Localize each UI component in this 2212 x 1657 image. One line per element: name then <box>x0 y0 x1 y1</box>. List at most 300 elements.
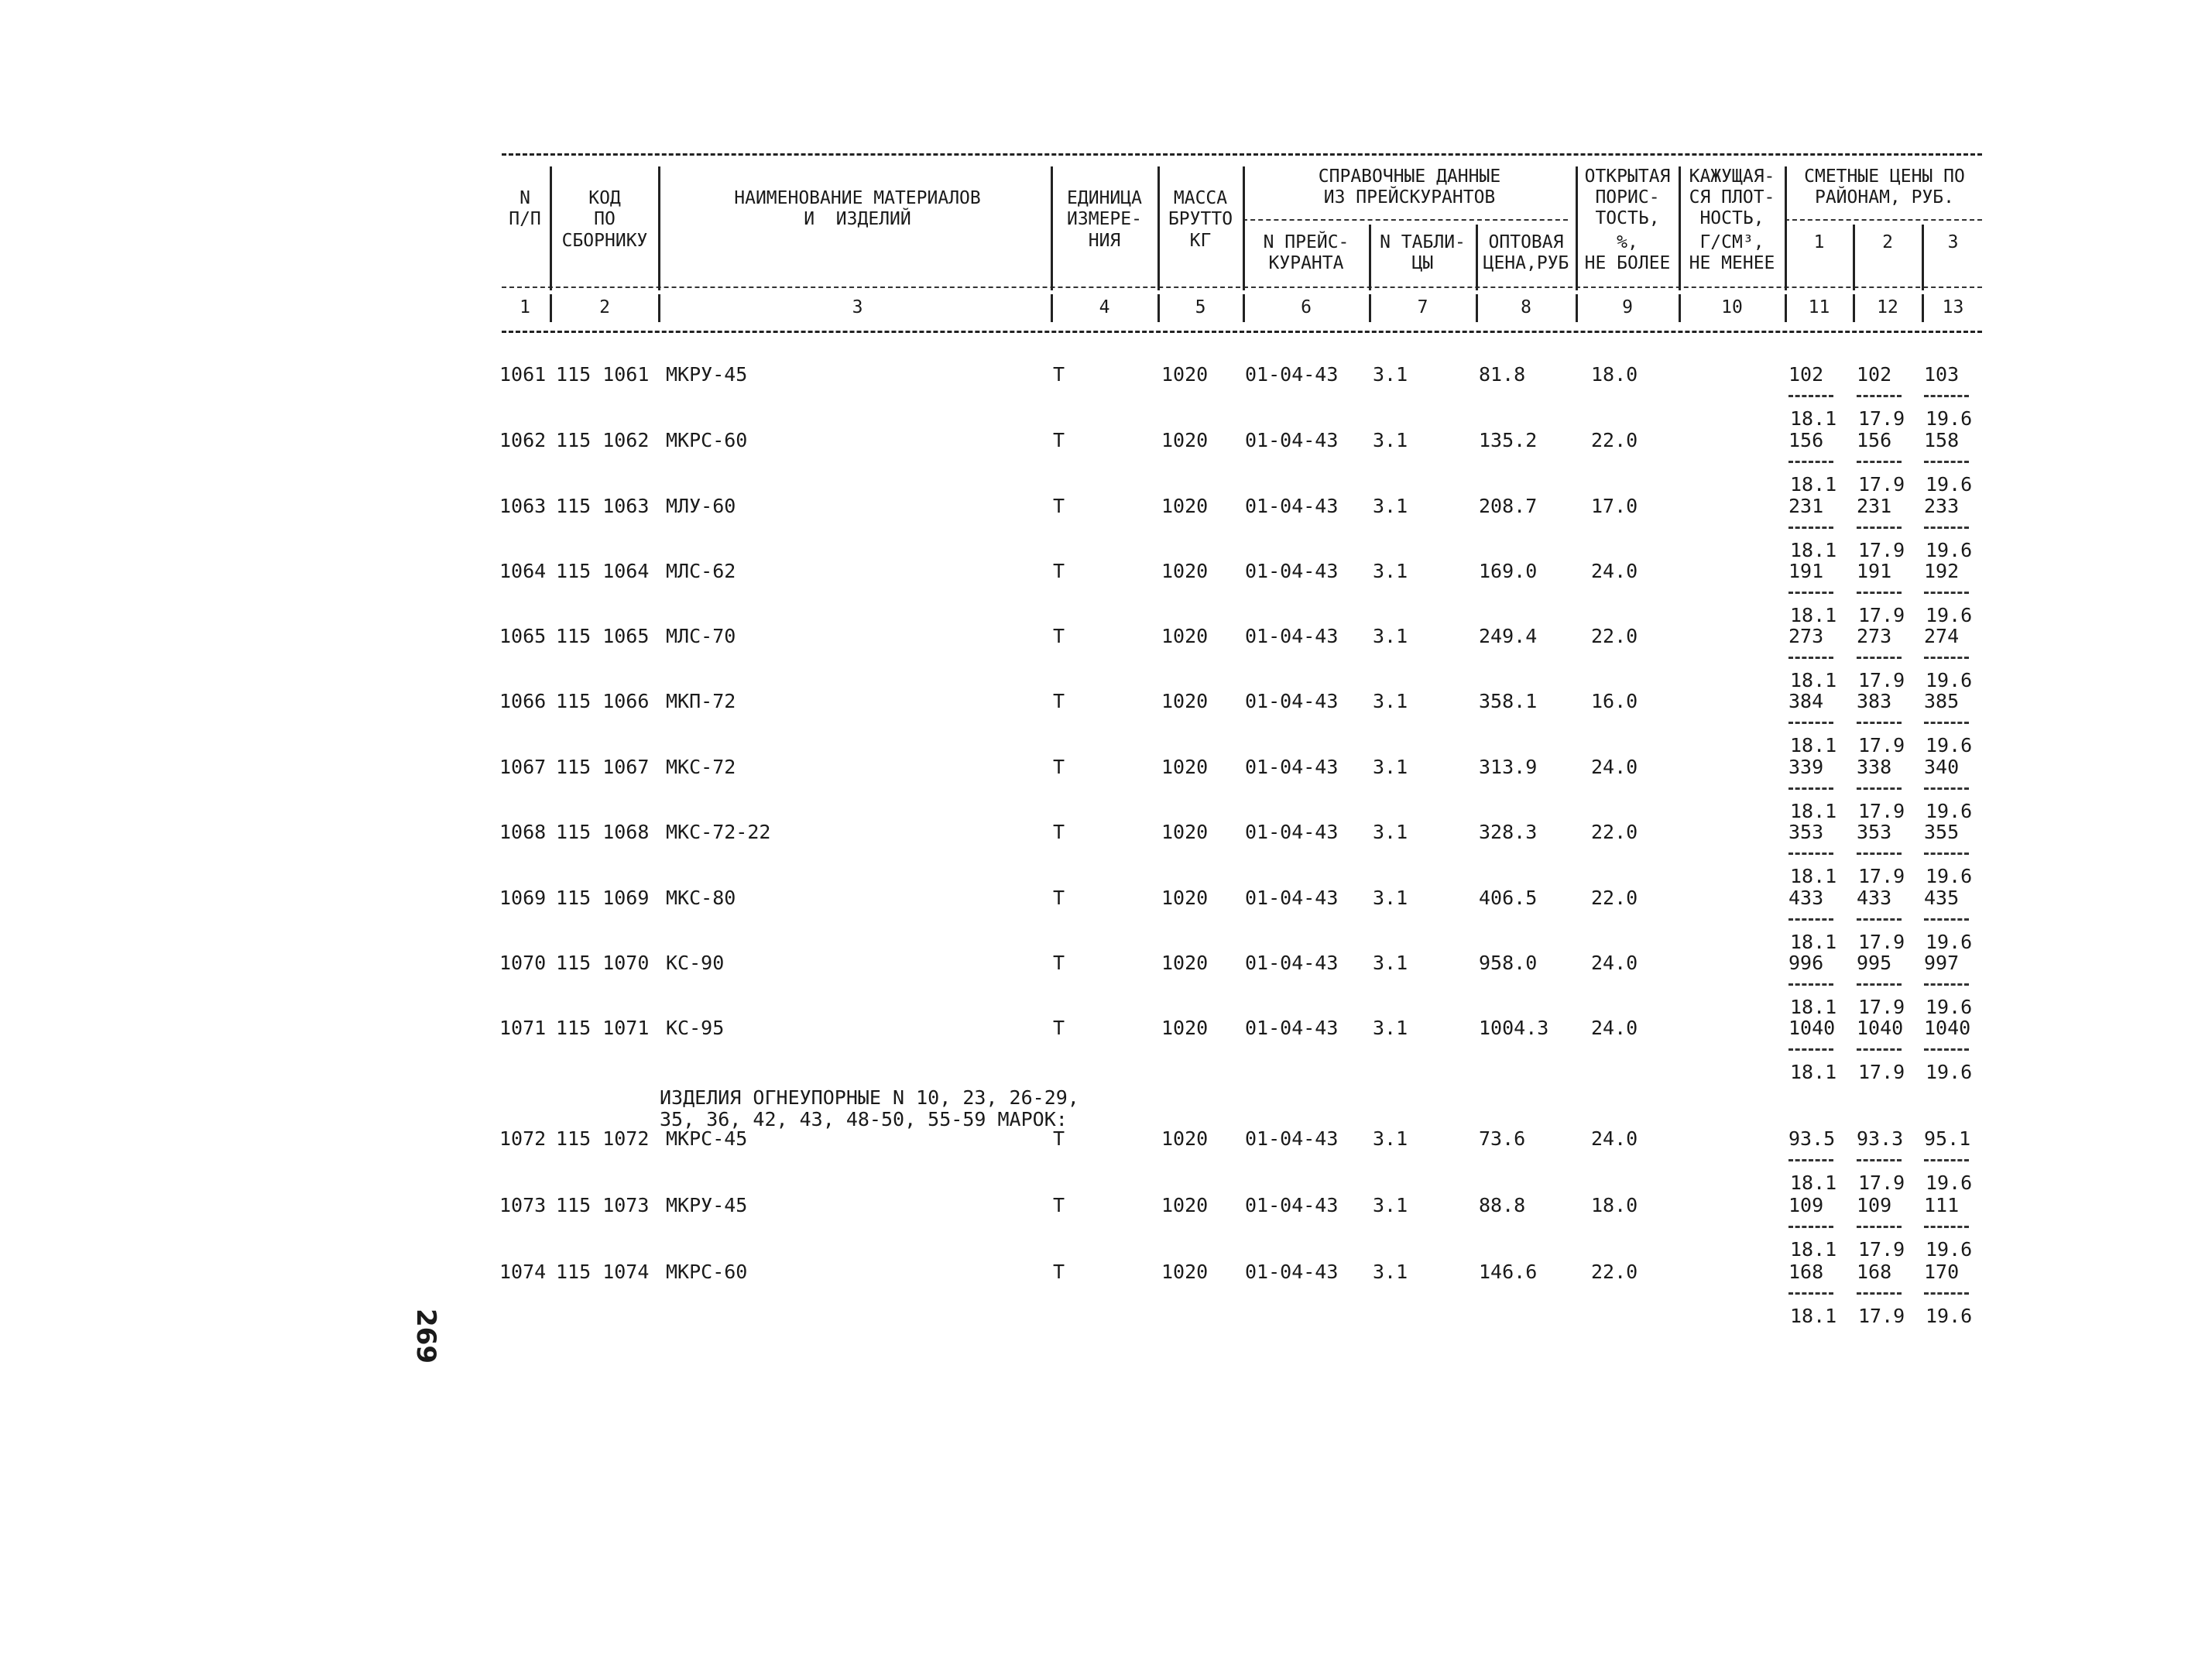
column-number: 9 <box>1622 297 1633 317</box>
cell-porosity: 22.0 <box>1591 625 1638 647</box>
cell-price-list: 01-04-43 <box>1245 1261 1339 1283</box>
header-wholesale-2: ЦЕНА,РУБ <box>1483 253 1569 273</box>
cell-unit: Т <box>1053 821 1065 843</box>
cell-porosity: 17.0 <box>1591 495 1638 517</box>
cell-price-region-1: 384 <box>1788 690 1824 712</box>
cell-mass: 1020 <box>1161 756 1209 778</box>
fraction-bar <box>1857 1292 1902 1295</box>
fraction-bar <box>1857 592 1902 594</box>
fraction-bar <box>1788 983 1833 986</box>
cell-number: 1068 <box>499 821 547 843</box>
page-number: 269 <box>410 1309 441 1364</box>
cell-code: 115 1071 <box>556 1017 650 1039</box>
cell-number: 1061 <box>499 363 547 386</box>
cell-wholesale: 73.6 <box>1479 1127 1526 1150</box>
fraction-bar <box>1924 1226 1969 1228</box>
cell-mass: 1020 <box>1161 690 1209 712</box>
header-porosity-5: НЕ БОЛЕЕ <box>1584 253 1671 273</box>
cell-coef-region-2: 17.9 <box>1858 996 1905 1018</box>
cell-price-list: 01-04-43 <box>1245 756 1339 778</box>
cell-price-list: 01-04-43 <box>1245 625 1339 647</box>
cell-wholesale: 328.3 <box>1479 821 1538 843</box>
fraction-bar <box>1788 461 1833 463</box>
cell-name: МКРУ-45 <box>666 1194 748 1216</box>
fraction-bar <box>1788 1226 1833 1228</box>
cell-price-region-2: 156 <box>1857 429 1892 451</box>
col-divider <box>658 166 660 290</box>
cell-price-region-2: 102 <box>1857 363 1892 386</box>
cell-name: МКРУ-45 <box>666 363 748 386</box>
cell-mass: 1020 <box>1161 363 1209 386</box>
cell-coef-region-3: 19.6 <box>1926 865 1973 887</box>
cell-mass: 1020 <box>1161 1127 1209 1150</box>
cell-price-region-3: 355 <box>1924 821 1960 843</box>
fraction-bar <box>1788 657 1833 659</box>
cell-table: 3.1 <box>1373 363 1408 386</box>
cell-wholesale: 81.8 <box>1479 363 1526 386</box>
cell-number: 1064 <box>499 560 547 582</box>
cell-code: 115 1065 <box>556 625 650 647</box>
fraction-bar <box>1857 722 1902 724</box>
cell-unit: Т <box>1053 495 1065 517</box>
cell-name: МЛС-70 <box>666 625 736 647</box>
cell-wholesale: 249.4 <box>1479 625 1538 647</box>
cell-number: 1069 <box>499 887 547 909</box>
header-mass-3: КГ <box>1189 231 1212 251</box>
cell-number: 1062 <box>499 429 547 451</box>
cell-price-list: 01-04-43 <box>1245 560 1339 582</box>
cell-mass: 1020 <box>1161 1261 1209 1283</box>
cell-unit: Т <box>1053 560 1065 582</box>
cell-porosity: 24.0 <box>1591 756 1638 778</box>
fraction-bar <box>1924 787 1969 790</box>
cell-wholesale: 88.8 <box>1479 1194 1526 1216</box>
cell-price-list: 01-04-43 <box>1245 363 1339 386</box>
cell-unit: Т <box>1053 363 1065 386</box>
fraction-bar <box>1788 395 1833 397</box>
cell-coef-region-1: 18.1 <box>1790 996 1837 1018</box>
cell-table: 3.1 <box>1373 952 1408 974</box>
cell-number: 1071 <box>499 1017 547 1039</box>
cell-wholesale: 1004.3 <box>1479 1017 1549 1039</box>
fraction-bar <box>1788 853 1833 855</box>
cell-name: МКС-72 <box>666 756 736 778</box>
cell-porosity: 24.0 <box>1591 1127 1638 1150</box>
fraction-bar <box>1924 395 1969 397</box>
cell-coef-region-2: 17.9 <box>1858 473 1905 496</box>
cell-price-region-1: 102 <box>1788 363 1824 386</box>
cell-coef-region-1: 18.1 <box>1790 604 1837 626</box>
header-density-2: СЯ ПЛОТ- <box>1689 187 1775 208</box>
header-unit-2: ИЗМЕРЕ- <box>1067 209 1142 229</box>
fraction-bar <box>1788 787 1833 790</box>
cell-price-region-1: 156 <box>1788 429 1824 451</box>
cell-number: 1074 <box>499 1261 547 1283</box>
header-density-4: Г/СМ³, <box>1699 232 1764 252</box>
cell-wholesale: 313.9 <box>1479 756 1538 778</box>
cell-price-region-1: 109 <box>1788 1194 1824 1216</box>
cell-name: МКП-72 <box>666 690 736 712</box>
cell-coef-region-3: 19.6 <box>1926 1172 1973 1194</box>
header-name-1: НАИМЕНОВАНИЕ МАТЕРИАЛОВ <box>734 188 981 208</box>
cell-number: 1073 <box>499 1194 547 1216</box>
cell-price-list: 01-04-43 <box>1245 952 1339 974</box>
header-mass-1: МАССА <box>1173 188 1228 208</box>
column-number: 5 <box>1195 297 1206 317</box>
cell-coef-region-3: 19.6 <box>1926 604 1973 626</box>
fraction-bar <box>1924 527 1969 529</box>
fraction-bar <box>1924 983 1969 986</box>
cell-wholesale: 146.6 <box>1479 1261 1538 1283</box>
cell-price-region-3: 385 <box>1924 690 1960 712</box>
cell-table: 3.1 <box>1373 1194 1408 1216</box>
cell-name: КС-95 <box>666 1017 725 1039</box>
cell-coef-region-1: 18.1 <box>1790 1305 1837 1327</box>
cell-code: 115 1062 <box>556 429 650 451</box>
fraction-bar <box>1924 461 1969 463</box>
cell-coef-region-1: 18.1 <box>1790 734 1837 756</box>
fraction-bar <box>1924 853 1969 855</box>
section-title-line-2: 35, 36, 42, 43, 48-50, 55-59 МАРОК: <box>660 1108 1068 1130</box>
cell-code: 115 1068 <box>556 821 650 843</box>
cell-price-region-2: 338 <box>1857 756 1892 778</box>
header-mass-2: БРУТТО <box>1168 209 1233 229</box>
cell-coef-region-2: 17.9 <box>1858 931 1905 953</box>
cell-porosity: 24.0 <box>1591 1017 1638 1039</box>
cell-number: 1063 <box>499 495 547 517</box>
cell-unit: Т <box>1053 690 1065 712</box>
fraction-bar <box>1857 1048 1902 1051</box>
ref-subheader-rule <box>1243 219 1568 221</box>
col-divider <box>550 166 552 290</box>
cell-coef-region-1: 18.1 <box>1790 1172 1837 1194</box>
cell-table: 3.1 <box>1373 1017 1408 1039</box>
cell-price-region-3: 233 <box>1924 495 1960 517</box>
cell-coef-region-2: 17.9 <box>1858 1061 1905 1083</box>
cell-code: 115 1070 <box>556 952 650 974</box>
cell-table: 3.1 <box>1373 429 1408 451</box>
cell-price-region-2: 231 <box>1857 495 1892 517</box>
cell-price-region-1: 433 <box>1788 887 1824 909</box>
fraction-bar <box>1924 918 1969 921</box>
header-region-2: 2 <box>1882 232 1893 252</box>
cell-price-region-2: 273 <box>1857 625 1892 647</box>
prices-subheader-rule <box>1785 219 1982 221</box>
cell-mass: 1020 <box>1161 429 1209 451</box>
fraction-bar <box>1788 592 1833 594</box>
fraction-bar <box>1857 853 1902 855</box>
cell-coef-region-1: 18.1 <box>1790 1238 1837 1261</box>
fraction-bar <box>1788 1159 1833 1161</box>
cell-wholesale: 208.7 <box>1479 495 1538 517</box>
cell-price-list: 01-04-43 <box>1245 1017 1339 1039</box>
cell-table: 3.1 <box>1373 1127 1408 1150</box>
cell-name: МКС-80 <box>666 887 736 909</box>
cell-code: 115 1064 <box>556 560 650 582</box>
cell-price-region-1: 1040 <box>1788 1017 1836 1039</box>
cell-price-region-1: 996 <box>1788 952 1824 974</box>
cell-unit: Т <box>1053 952 1065 974</box>
cell-price-region-1: 191 <box>1788 560 1824 582</box>
cell-code: 115 1074 <box>556 1261 650 1283</box>
cell-coef-region-2: 17.9 <box>1858 865 1905 887</box>
col-divider <box>550 294 552 322</box>
cell-name: МКРС-45 <box>666 1127 748 1150</box>
header-porosity-3: ТОСТЬ, <box>1595 208 1660 228</box>
cell-number: 1067 <box>499 756 547 778</box>
cell-coef-region-2: 17.9 <box>1858 1305 1905 1327</box>
col-divider <box>658 294 660 322</box>
cell-price-list: 01-04-43 <box>1245 821 1339 843</box>
header-bottom-rule <box>502 331 1982 333</box>
cell-number: 1066 <box>499 690 547 712</box>
header-top-rule <box>502 153 1982 156</box>
column-number: 1 <box>520 297 530 317</box>
cell-price-region-3: 997 <box>1924 952 1960 974</box>
cell-price-region-1: 93.5 <box>1788 1127 1836 1150</box>
cell-coef-region-1: 18.1 <box>1790 1061 1837 1083</box>
cell-price-list: 01-04-43 <box>1245 1194 1339 1216</box>
column-number: 12 <box>1877 297 1898 317</box>
cell-table: 3.1 <box>1373 756 1408 778</box>
cell-porosity: 22.0 <box>1591 1261 1638 1283</box>
cell-coef-region-1: 18.1 <box>1790 865 1837 887</box>
column-number: 7 <box>1417 297 1428 317</box>
cell-wholesale: 358.1 <box>1479 690 1538 712</box>
cell-name: МКС-72-22 <box>666 821 771 843</box>
cell-code: 115 1069 <box>556 887 650 909</box>
cell-price-region-2: 1040 <box>1857 1017 1904 1039</box>
cell-price-region-2: 433 <box>1857 887 1892 909</box>
cell-porosity: 22.0 <box>1591 887 1638 909</box>
fraction-bar <box>1924 1159 1969 1161</box>
cell-price-region-2: 191 <box>1857 560 1892 582</box>
cell-number: 1070 <box>499 952 547 974</box>
cell-coef-region-1: 18.1 <box>1790 407 1837 430</box>
cell-coef-region-3: 19.6 <box>1926 734 1973 756</box>
fraction-bar <box>1788 918 1833 921</box>
cell-number: 1065 <box>499 625 547 647</box>
column-number: 13 <box>1942 297 1964 317</box>
cell-price-list: 01-04-43 <box>1245 495 1339 517</box>
header-prices-group-1: СМЕТНЫЕ ЦЕНЫ ПО <box>1804 166 1965 187</box>
cell-coef-region-3: 19.6 <box>1926 539 1973 561</box>
header-porosity-4: %, <box>1617 232 1638 252</box>
fraction-bar <box>1857 657 1902 659</box>
cell-price-region-1: 273 <box>1788 625 1824 647</box>
cell-coef-region-2: 17.9 <box>1858 604 1905 626</box>
cell-coef-region-3: 19.6 <box>1926 1238 1973 1261</box>
fraction-bar <box>1924 592 1969 594</box>
cell-table: 3.1 <box>1373 1261 1408 1283</box>
cell-price-region-2: 168 <box>1857 1261 1892 1283</box>
cell-price-region-2: 353 <box>1857 821 1892 843</box>
fraction-bar <box>1857 461 1902 463</box>
cell-unit: Т <box>1053 1194 1065 1216</box>
header-code-3: СБОРНИКУ <box>561 231 648 251</box>
cell-unit: Т <box>1053 1127 1065 1150</box>
fraction-bar <box>1857 1159 1902 1161</box>
header-code-1: КОД <box>588 188 621 208</box>
cell-price-region-1: 168 <box>1788 1261 1824 1283</box>
cell-coef-region-3: 19.6 <box>1926 1305 1973 1327</box>
cell-unit: Т <box>1053 625 1065 647</box>
column-number: 8 <box>1521 297 1531 317</box>
cell-code: 115 1066 <box>556 690 650 712</box>
header-n-2: П/П <box>509 209 541 229</box>
cell-price-list: 01-04-43 <box>1245 690 1339 712</box>
cell-coef-region-2: 17.9 <box>1858 407 1905 430</box>
cell-price-region-3: 274 <box>1924 625 1960 647</box>
cell-coef-region-3: 19.6 <box>1926 931 1973 953</box>
header-mid-rule <box>502 286 1982 288</box>
cell-porosity: 16.0 <box>1591 690 1638 712</box>
cell-price-region-1: 339 <box>1788 756 1824 778</box>
cell-table: 3.1 <box>1373 887 1408 909</box>
header-name-2: И ИЗДЕЛИЙ <box>804 209 911 229</box>
header-region-3: 3 <box>1947 232 1959 252</box>
cell-unit: Т <box>1053 887 1065 909</box>
cell-porosity: 18.0 <box>1591 363 1638 386</box>
cell-coef-region-2: 17.9 <box>1858 800 1905 822</box>
cell-table: 3.1 <box>1373 495 1408 517</box>
cell-mass: 1020 <box>1161 495 1209 517</box>
cell-coef-region-3: 19.6 <box>1926 800 1973 822</box>
cell-price-region-1: 231 <box>1788 495 1824 517</box>
cell-price-list: 01-04-43 <box>1245 429 1339 451</box>
column-number: 4 <box>1099 297 1110 317</box>
fraction-bar <box>1857 787 1902 790</box>
cell-table: 3.1 <box>1373 560 1408 582</box>
cell-price-region-3: 340 <box>1924 756 1960 778</box>
cell-price-region-3: 95.1 <box>1924 1127 1971 1150</box>
cell-price-region-3: 1040 <box>1924 1017 1971 1039</box>
header-prices-group-2: РАЙОНАМ, РУБ. <box>1814 187 1954 208</box>
fraction-bar <box>1857 395 1902 397</box>
cell-coef-region-1: 18.1 <box>1790 473 1837 496</box>
cell-price-region-3: 435 <box>1924 887 1960 909</box>
cell-coef-region-1: 18.1 <box>1790 669 1837 691</box>
cell-wholesale: 958.0 <box>1479 952 1538 974</box>
cell-price-region-3: 103 <box>1924 363 1960 386</box>
column-number: 6 <box>1301 297 1312 317</box>
fraction-bar <box>1924 1048 1969 1051</box>
cell-coef-region-1: 18.1 <box>1790 800 1837 822</box>
cell-number: 1072 <box>499 1127 547 1150</box>
cell-table: 3.1 <box>1373 625 1408 647</box>
header-wholesale-1: ОПТОВАЯ <box>1488 232 1564 252</box>
cell-price-region-3: 170 <box>1924 1261 1960 1283</box>
fraction-bar <box>1788 527 1833 529</box>
cell-name: МКРС-60 <box>666 1261 748 1283</box>
cell-price-region-3: 158 <box>1924 429 1960 451</box>
column-number: 3 <box>852 297 863 317</box>
cell-unit: Т <box>1053 1261 1065 1283</box>
cell-porosity: 24.0 <box>1591 560 1638 582</box>
cell-price-region-2: 93.3 <box>1857 1127 1904 1150</box>
cell-mass: 1020 <box>1161 821 1209 843</box>
cell-unit: Т <box>1053 429 1065 451</box>
fraction-bar <box>1857 983 1902 986</box>
column-number: 11 <box>1808 297 1830 317</box>
cell-mass: 1020 <box>1161 887 1209 909</box>
header-density-5: НЕ МЕНЕЕ <box>1689 253 1775 273</box>
cell-price-region-3: 111 <box>1924 1194 1960 1216</box>
header-porosity-2: ПОРИС- <box>1595 187 1660 208</box>
cell-wholesale: 169.0 <box>1479 560 1538 582</box>
cell-porosity: 24.0 <box>1591 952 1638 974</box>
header-pricelist-2: КУРАНТА <box>1268 253 1344 273</box>
cell-coef-region-2: 17.9 <box>1858 734 1905 756</box>
header-density-1: КАЖУЩАЯ- <box>1689 166 1775 187</box>
cell-unit: Т <box>1053 756 1065 778</box>
cell-porosity: 22.0 <box>1591 821 1638 843</box>
cell-porosity: 22.0 <box>1591 429 1638 451</box>
fraction-bar <box>1788 722 1833 724</box>
cell-name: МЛС-62 <box>666 560 736 582</box>
header-ref-group-2: ИЗ ПРЕЙСКУРАНТОВ <box>1323 187 1496 208</box>
cell-coef-region-2: 17.9 <box>1858 1238 1905 1261</box>
cell-name: КС-90 <box>666 952 725 974</box>
cell-price-region-2: 995 <box>1857 952 1892 974</box>
cell-price-region-2: 109 <box>1857 1194 1892 1216</box>
cell-unit: Т <box>1053 1017 1065 1039</box>
header-code-2: ПО <box>594 209 616 229</box>
cell-name: МКРС-60 <box>666 429 748 451</box>
header-unit-3: НИЯ <box>1088 231 1121 251</box>
cell-price-list: 01-04-43 <box>1245 1127 1339 1150</box>
fraction-bar <box>1857 918 1902 921</box>
header-table-2: ЦЫ <box>1411 253 1434 273</box>
cell-code: 115 1073 <box>556 1194 650 1216</box>
cell-code: 115 1061 <box>556 363 650 386</box>
cell-price-list: 01-04-43 <box>1245 887 1339 909</box>
fraction-bar <box>1788 1292 1833 1295</box>
cell-mass: 1020 <box>1161 560 1209 582</box>
cell-table: 3.1 <box>1373 821 1408 843</box>
cell-mass: 1020 <box>1161 952 1209 974</box>
cell-price-region-1: 353 <box>1788 821 1824 843</box>
cell-coef-region-2: 17.9 <box>1858 669 1905 691</box>
cell-name: МЛУ-60 <box>666 495 736 517</box>
cell-code: 115 1072 <box>556 1127 650 1150</box>
cell-code: 115 1063 <box>556 495 650 517</box>
cell-coef-region-1: 18.1 <box>1790 539 1837 561</box>
fraction-bar <box>1788 1048 1833 1051</box>
cell-mass: 1020 <box>1161 1194 1209 1216</box>
header-ref-group-1: СПРАВОЧНЫЕ ДАННЫЕ <box>1318 166 1501 187</box>
cell-mass: 1020 <box>1161 625 1209 647</box>
header-unit-1: ЕДИНИЦА <box>1067 188 1142 208</box>
cell-coef-region-3: 19.6 <box>1926 996 1973 1018</box>
cell-coef-region-3: 19.6 <box>1926 473 1973 496</box>
cell-wholesale: 135.2 <box>1479 429 1538 451</box>
column-number: 10 <box>1721 297 1743 317</box>
cell-coef-region-2: 17.9 <box>1858 539 1905 561</box>
fraction-bar <box>1924 722 1969 724</box>
fraction-bar <box>1857 527 1902 529</box>
header-density-3: НОСТЬ, <box>1699 208 1764 228</box>
header-porosity-1: ОТКРЫТАЯ <box>1584 166 1671 187</box>
cell-table: 3.1 <box>1373 690 1408 712</box>
cell-coef-region-3: 19.6 <box>1926 407 1973 430</box>
header-table-1: N ТАБЛИ- <box>1380 232 1466 252</box>
cell-mass: 1020 <box>1161 1017 1209 1039</box>
cell-coef-region-2: 17.9 <box>1858 1172 1905 1194</box>
header-n-1: N <box>520 188 530 208</box>
cell-porosity: 18.0 <box>1591 1194 1638 1216</box>
header-region-1: 1 <box>1813 232 1825 252</box>
